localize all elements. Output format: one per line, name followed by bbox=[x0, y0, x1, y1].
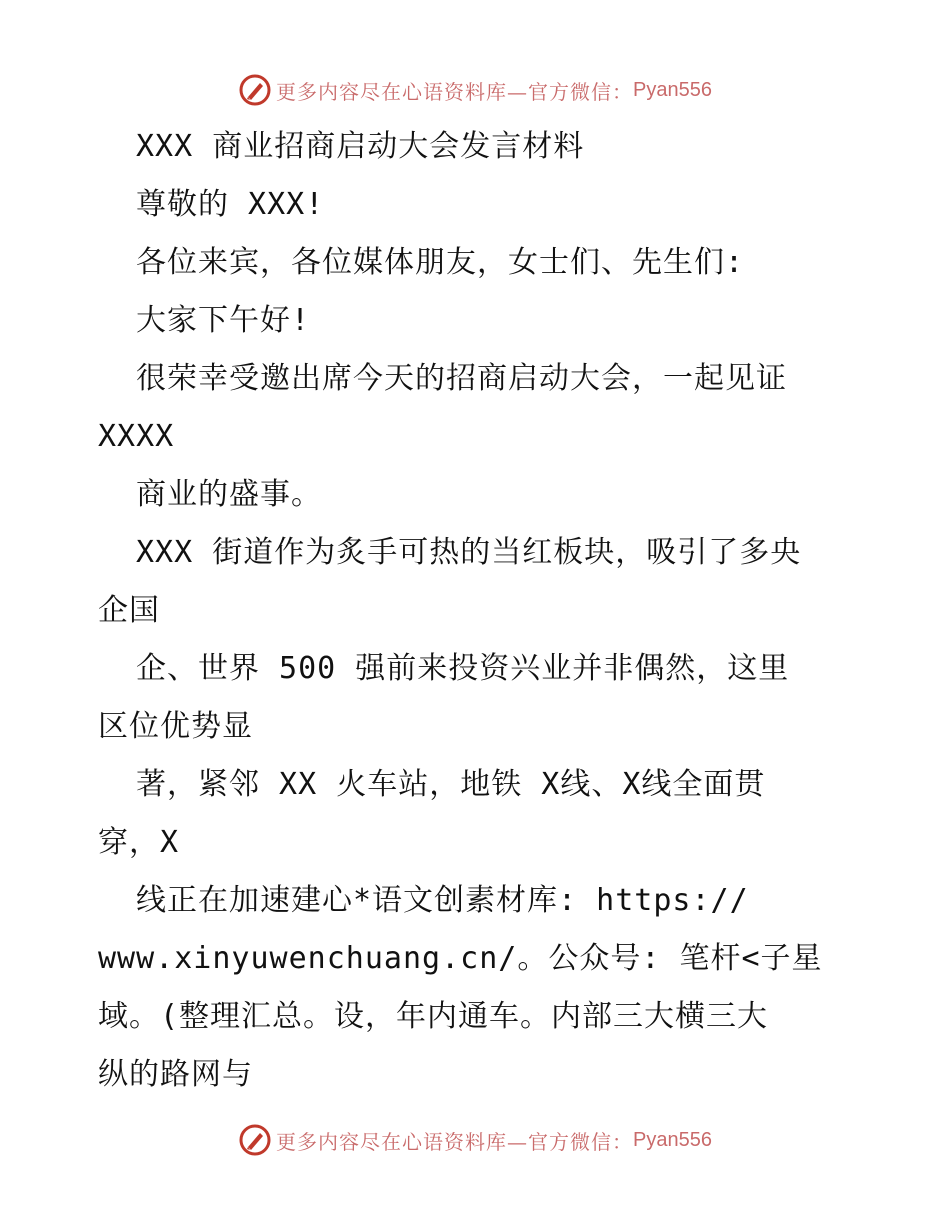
text-line: 纵的路网与 bbox=[98, 1057, 253, 1092]
pen-badge-icon bbox=[238, 1123, 272, 1157]
text-line: 穿，X bbox=[98, 825, 180, 860]
text-line: www.xinyuwenchuang.cn/。公众号: 笔杆<子星 bbox=[98, 941, 823, 976]
text-line: 尊敬的 XXX! bbox=[136, 187, 325, 222]
text-line: XXXX bbox=[98, 419, 175, 454]
watermark-text: 更多内容尽在心语资料库—官方微信： bbox=[276, 79, 634, 104]
text-line: 区位优势显 bbox=[98, 709, 253, 744]
footer-watermark bbox=[0, 1120, 950, 1160]
text-line: 商业的盛事。 bbox=[136, 477, 322, 512]
text-line: 线正在加速建心*语文创素材库: https:// bbox=[136, 883, 749, 918]
pen-badge-icon bbox=[238, 73, 272, 107]
text-line: 企、世界 500 强前来投资兴业并非偶然，这里 bbox=[136, 651, 790, 686]
document-body bbox=[98, 118, 858, 1104]
watermark-id: Pyan556 bbox=[633, 1128, 712, 1151]
text-line: 企国 bbox=[98, 593, 160, 628]
text-line: 大家下午好! bbox=[136, 303, 311, 338]
text-line: XXX 街道作为炙手可热的当红板块，吸引了多央 bbox=[136, 535, 802, 570]
header-watermark bbox=[0, 70, 950, 110]
text-line: 域。(整理汇总。设，年内通车。内部三大横三大 bbox=[98, 999, 769, 1034]
text-line: 很荣幸受邀出席今天的招商启动大会，一起见证 bbox=[136, 361, 787, 396]
text-line: XXX 商业招商启动大会发言材料 bbox=[136, 129, 585, 164]
text-line: 著，紧邻 XX 火车站，地铁 X线、X线全面贯 bbox=[136, 767, 766, 802]
watermark-text: 更多内容尽在心语资料库—官方微信： bbox=[276, 1129, 634, 1154]
watermark-id: Pyan556 bbox=[633, 78, 712, 101]
text-line: 各位来宾，各位媒体朋友，女士们、先生们: bbox=[136, 245, 745, 280]
